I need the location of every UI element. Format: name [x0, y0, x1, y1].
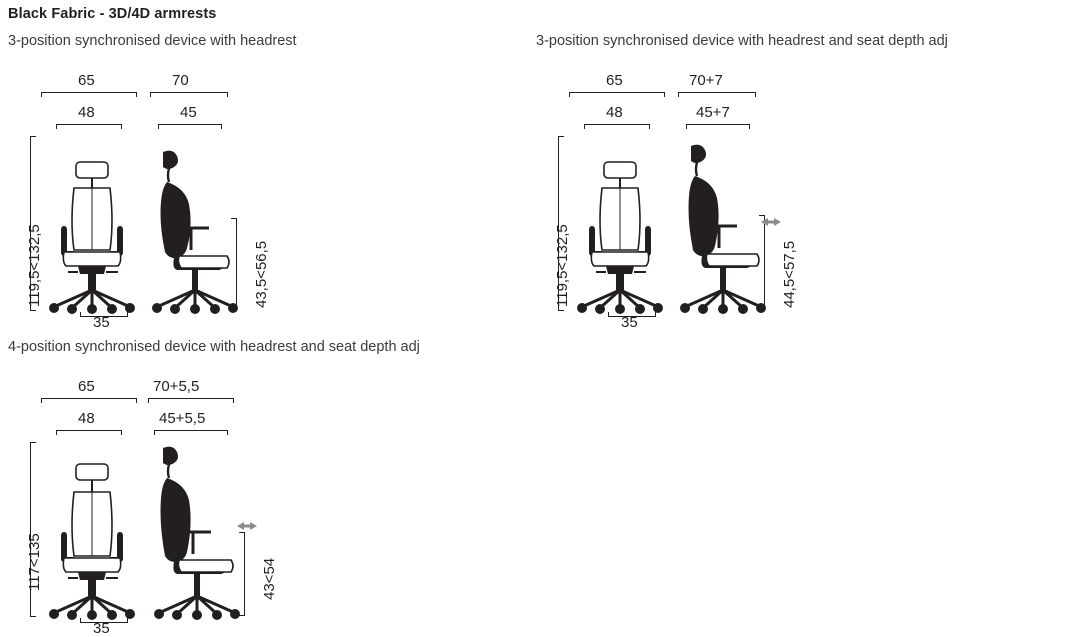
dim-overall-depth-c: 70+5,5	[153, 378, 200, 395]
dim-seat-width-a: 48	[78, 104, 95, 121]
dim-overall-width-b: 65	[606, 72, 623, 89]
bracket-seat-width-c	[56, 430, 122, 435]
dim-overall-width-a: 65	[78, 72, 95, 89]
variant-title-3pos: 3-position synchronised device with headrest	[8, 33, 297, 49]
bracket-seat-depth-a	[158, 124, 222, 129]
chair-front-view-a	[42, 130, 142, 315]
dim-height-b: 119,5<132,5	[554, 224, 571, 307]
page-title: Black Fabric - 3D/4D armrests	[8, 6, 217, 22]
dim-seat-depth-b: 45+7	[696, 104, 730, 121]
dim-seat-height-a: 43,5<56,5	[253, 240, 270, 308]
dim-seat-width-b: 48	[606, 104, 623, 121]
chair-side-view-b	[673, 130, 783, 315]
depth-adjust-arrow-icon	[237, 522, 257, 530]
dim-overall-width-c: 65	[78, 378, 95, 395]
chair-front-view-b	[570, 130, 670, 315]
bracket-seat-depth-c	[154, 430, 228, 435]
bracket-overall-depth-b	[678, 92, 756, 97]
dim-seat-height-c: 43<54	[261, 557, 278, 600]
bracket-overall-depth-a	[150, 92, 228, 97]
bracket-overall-depth-c	[148, 398, 234, 403]
variant-title-3pos-depth: 3-position synchronised device with headrest and seat depth adj	[536, 33, 948, 49]
bracket-overall-width-a	[41, 92, 137, 97]
bracket-overall-width-b	[569, 92, 665, 97]
dim-seat-depth-c: 45+5,5	[159, 410, 206, 427]
depth-adjust-arrow-icon	[761, 218, 781, 226]
dim-seat-width-c: 48	[78, 410, 95, 427]
bracket-seat-depth-b	[686, 124, 750, 129]
dim-height-c: 117<135	[26, 533, 43, 591]
dim-base-c: 35	[93, 620, 110, 637]
dim-seat-depth-a: 45	[180, 104, 197, 121]
bracket-seat-width-a	[56, 124, 122, 129]
chair-front-view-c	[42, 436, 142, 621]
dim-base-b: 35	[621, 314, 638, 331]
dim-overall-depth-b: 70+7	[689, 72, 723, 89]
bracket-seat-width-b	[584, 124, 650, 129]
dim-height-a: 119,5<132,5	[26, 224, 43, 307]
dim-overall-depth-a: 70	[172, 72, 189, 89]
chair-side-view-a	[145, 130, 245, 315]
dim-base-a: 35	[93, 314, 110, 331]
chair-side-view-c	[145, 436, 260, 621]
bracket-overall-width-c	[41, 398, 137, 403]
variant-title-4pos-depth: 4-position synchronised device with headrest and seat depth adj	[8, 339, 420, 355]
dim-seat-height-b: 44,5<57,5	[781, 240, 798, 308]
